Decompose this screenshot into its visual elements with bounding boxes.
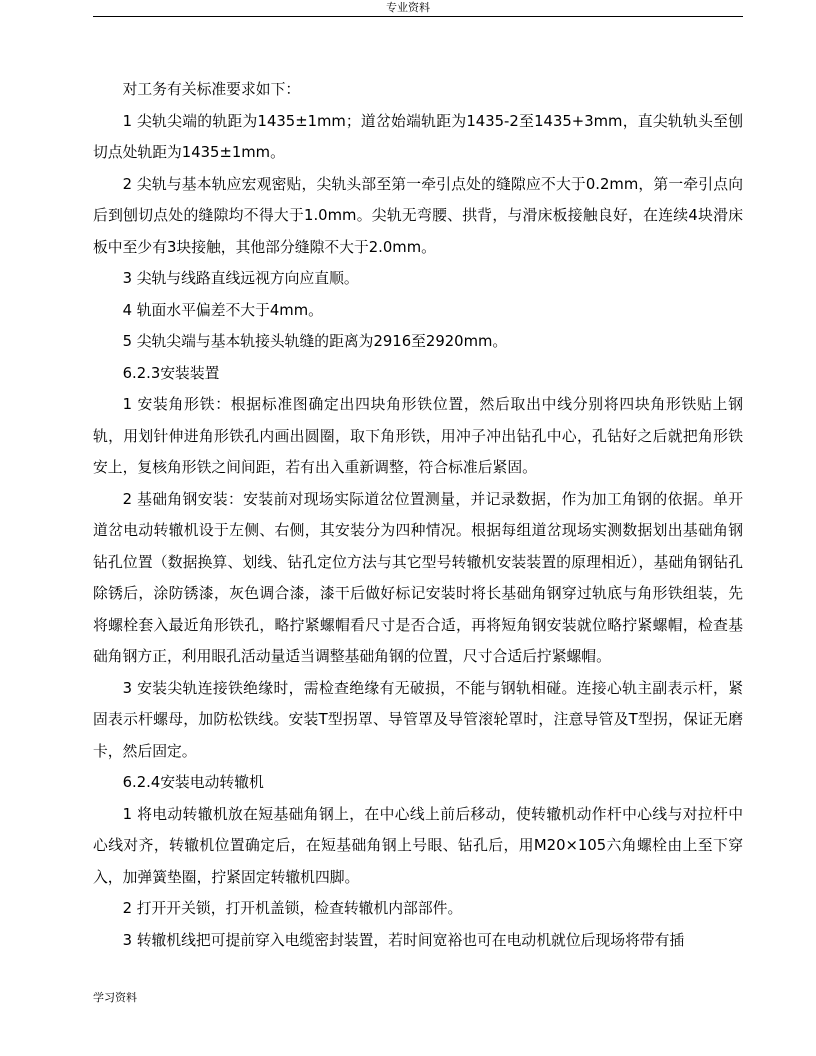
paragraph-gauge: 1 尖轨尖端的轨距为1435±1mm；道岔始端轨距为1435-2至1435+3mm，直尖轨轨头至刨切点处轨距为1435±1mm。 xyxy=(93,112,743,161)
paragraph-angle-iron: 1 安装角形铁：根据标准图确定出四块角形铁位置，然后取出中线分别将四块角形铁贴上钢轨，用划针伸进角形铁孔内画出圆圈，取下角形铁，用冲子冲出钻孔中心，孔钻好之后就把角形铁安上，复核角形铁之间间距，若有出入重新调整，符合标准后紧固。 xyxy=(93,396,743,476)
paragraph-intro: 对工务有关标准要求如下： xyxy=(122,81,301,98)
paragraph-cable: 3 转辙机线把可提前穿入电缆密封装置，若时间宽裕也可在电动机就位后现场将带有插 xyxy=(122,931,685,949)
paragraph-open-lock: 2 打开开关锁，打开机盖锁，检查转辙机内部部件。 xyxy=(122,900,463,917)
document-body xyxy=(93,74,743,956)
paragraph-straightness: 3 尖轨与线路直线远视方向应直顺。 xyxy=(122,270,359,287)
paragraph-install-machine: 1 将电动转辙机放在短基础角钢上，在中心线上前后移动，使转辙机动作杆中心线与对拉杆中心线对齐，转辙机位置确定后，在短基础角钢上号眼、钻孔后，用M20×105六角螺栓由上至下穿入，加弹簧垫圈，拧紧固定转辙机四脚。 xyxy=(93,805,743,886)
page-header: 专业资料 xyxy=(386,1,430,14)
section-heading-6-2-4: 6.2.4安装电动转辙机 xyxy=(122,774,264,791)
paragraph-contact: 2 尖轨与基本轨应宏观密贴，尖轨头部至第一牵引点处的缝隙应不大于0.2mm，第一牵引点向后到刨切点处的缝隙均不得大于1.0mm。尖轨无弯腰、拱背，与滑床板接触良好，在连续4块滑床板中至少有3块接触，其他部分缝隙不大于2.0mm。 xyxy=(93,175,743,256)
section-heading-6-2-3: 6.2.3安装装置 xyxy=(122,364,220,382)
paragraph-insulation: 3 安装尖轨连接铁绝缘时，需检查绝缘有无破损，不能与钢轨相碰。连接心轨主副表示杆，紧固表示杆螺母，加防松铁线。安装T型拐罩、导管罩及导管滚轮罩时，注意导管及T型拐，保证无磨卡，然后固定。 xyxy=(93,679,743,760)
paragraph-distance: 5 尖轨尖端与基本轨接头轨缝的距离为2916至2920mm。 xyxy=(122,333,508,350)
header-divider xyxy=(93,16,743,17)
page-footer: 学习资料 xyxy=(93,991,137,1004)
paragraph-base-angle-steel: 2 基础角钢安装：安装前对现场实际道岔位置测量，并记录数据，作为加工角钢的依据。单开道岔电动转辙机设于左侧、右侧，其安装分为四种情况。根据每组道岔现场实测数据划出基础角钢钻孔位置（数据换算、划线、钻孔定位方法与其它型号转辙机安装装置的原理相近），基础角钢钻孔除锈后，涂防锈漆，灰色调合漆，漆干后做好标记安装时将长基础角钢穿过轨底与角形铁组装，先将螺栓套入最近角形铁孔，略拧紧螺帽看尺寸是否合适，再将短角钢安装就位略拧紧螺帽，检查基础角钢方正，利用眼孔活动量适当调整基础角钢的位置，尺寸合适后拧紧螺帽。 xyxy=(93,490,743,665)
paragraph-level: 4 轨面水平偏差不大于4mm。 xyxy=(122,301,323,319)
